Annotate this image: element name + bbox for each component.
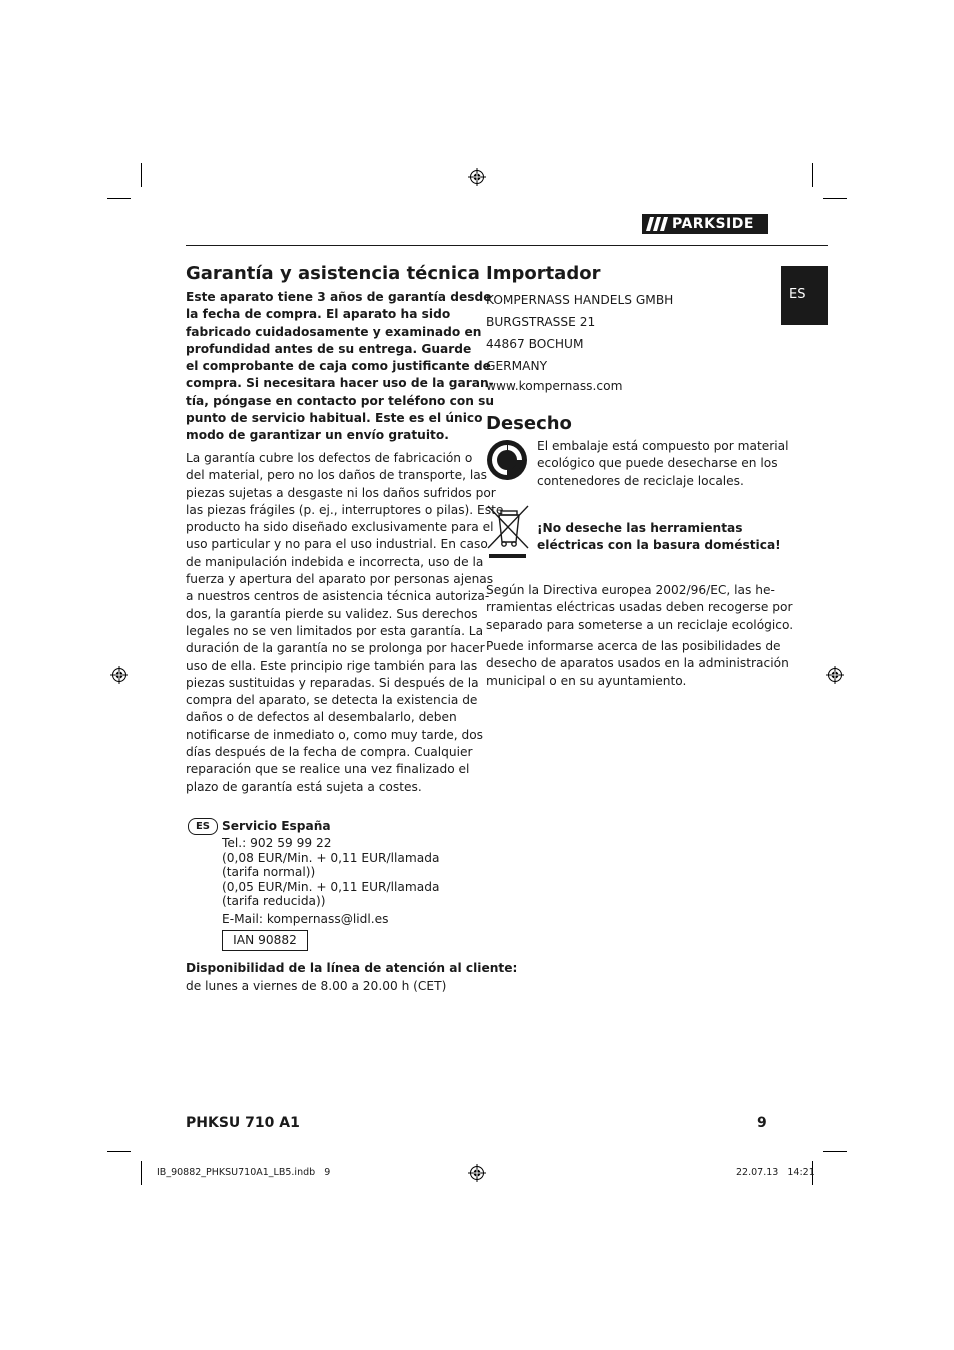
language-tab [781,266,828,325]
body-line: daños o de defectos al desembalarlo, deben [186,710,457,725]
intro-line: modo de garantizar un envío gratuito. [186,428,449,443]
intro-line: fabricado cuidadosamente y examinado en [186,324,482,339]
language-tab-label: ES [789,287,806,302]
address-line: KOMPERNASS HANDELS GMBH [486,293,674,307]
warning-line: eléctricas con la basura doméstica! [537,538,781,553]
registration-mark-icon [468,168,486,186]
info-line: desecho de aparatos usados en la administración [486,656,789,671]
intro-line: el comprobante de caja como justificante de [186,359,491,374]
warranty-body [186,450,504,796]
body-line: reparación que se realice una vez finalizado el [186,762,470,777]
warranty-title: Garantía y asistencia técnica [186,263,480,284]
body-line: compra del aparato, se detecta la existencia de [186,693,478,708]
packaging-line: El embalaje está compuesto por material [537,439,789,453]
body-line: legales no se ven limitados por esta garantía. La [186,623,484,638]
body-line: plazo de garantía está sujeta a costes. [186,779,422,794]
crop-mark [107,198,131,199]
intro-line: profundidad antes de su entrega. Guarde [186,341,472,356]
crossed-out-bin-icon [486,504,532,552]
body-line: piezas sujetas a desgaste ni los daños sufridos por [186,485,496,500]
footer-model: PHKSU 710 A1 [186,1115,300,1131]
slug-file: IB_90882_PHKSU710A1_LB5.indb 9 [157,1167,331,1178]
importer-address [486,289,673,377]
availability-title: Disponibilidad de la línea de atención al cliente: [186,961,518,975]
ian-box: IAN 90882 [222,930,308,951]
importer-website: www.kompernass.com [486,379,623,393]
service-line: (0,08 EUR/Min. + 0,11 EUR/llamada [222,850,440,865]
address-line: 44867 BOCHUM [486,337,584,351]
country-badge: ES [188,818,218,835]
body-line: producto ha sido diseñado exclusivamente para el [186,520,494,535]
importer-title: Importador [486,263,601,284]
bin-underline-bar [489,554,526,558]
intro-line: compra. Si necesitara hacer uso de la garan- [186,376,494,391]
service-email: E-Mail: kompernass@lidl.es [222,912,389,926]
intro-line: Este aparato tiene 3 años de garantía desde [186,290,492,304]
body-line: días después de la fecha de compra. Cualquier [186,745,473,760]
crop-mark [823,1151,847,1152]
warning-line: ¡No deseche las herramientas [537,521,743,535]
address-line: BURGSTRASSE 21 [486,315,596,329]
registration-mark-icon [468,1164,486,1182]
disposal-title: Desecho [486,413,572,434]
service-line: (tarifa normal)) [222,865,316,880]
info-line: Puede informarse acerca de las posibilidades de [486,639,781,653]
service-line: (tarifa reducida)) [222,894,326,909]
packaging-text [537,438,789,490]
availability-text: de lunes a viernes de 8.00 a 20.00 h (CET) [186,979,447,993]
logo-slashes-icon [646,217,670,231]
directive-text [486,582,793,634]
intro-line: punto de servicio habitual. Este es el único [186,411,483,426]
crop-mark [141,163,142,187]
green-dot-recycling-icon [486,439,528,481]
directive-line: rramientas eléctricas usadas deben recogerse por [486,600,793,615]
body-line: las piezas frágiles (p. ej., interruptores o pilas). Este [186,502,504,517]
body-line: a nuestros centros de asistencia técnica autoriza- [186,589,490,604]
crop-mark [823,198,847,199]
header-rule [186,245,828,246]
body-line: fuerza y apertura del aparato por personas ajenas [186,572,494,587]
logo-text: PARKSIDE [672,216,754,232]
service-contact [222,836,439,909]
crop-mark [107,1151,131,1152]
intro-line: tía, póngase en contacto por teléfono con su [186,393,495,408]
body-line: duración de la garantía no se prolonga por hacer [186,641,485,656]
body-line: de manipulación indebida e incorrecta, uso de la [186,554,484,569]
crop-mark [812,163,813,187]
service-title: Servicio España [222,819,331,833]
packaging-line: ecológico que puede desecharse en los [537,456,778,471]
body-line: notificarse de inmediato o, como muy tarde, dos [186,727,484,742]
directive-line: separado para someterse a un reciclaje ecológico. [486,617,794,632]
packaging-line: contenedores de reciclaje locales. [537,473,744,488]
info-text [486,638,789,690]
parkside-logo [642,214,768,234]
body-line: uso de ella. Este principio rige también para las [186,658,478,673]
warranty-intro [186,289,495,445]
warning-text [537,520,781,555]
body-line: La garantía cubre los defectos de fabricación o [186,451,473,465]
intro-line: la fecha de compra. El aparato ha sido [186,307,451,322]
page-number: 9 [757,1115,767,1131]
slug-timestamp: 22.07.13 14:21 [736,1167,815,1178]
body-line: del material, pero no los daños de transporte, las [186,468,488,483]
body-line: dos, la garantía pierde su validez. Sus derechos [186,606,478,621]
body-line: piezas sustituidas y reparadas. Si después de la [186,675,479,690]
info-line: municipal o en su ayuntamiento. [486,673,687,688]
address-line: GERMANY [486,359,548,373]
directive-line: Según la Directiva europea 2002/96/EC, las he- [486,583,775,597]
registration-mark-icon [110,666,128,684]
service-line: Tel.: 902 59 99 22 [222,836,332,850]
registration-mark-icon [826,666,844,684]
crop-mark [141,1161,142,1185]
body-line: uso particular y no para el uso industrial. En caso [186,537,488,552]
service-line: (0,05 EUR/Min. + 0,11 EUR/llamada [222,879,440,894]
